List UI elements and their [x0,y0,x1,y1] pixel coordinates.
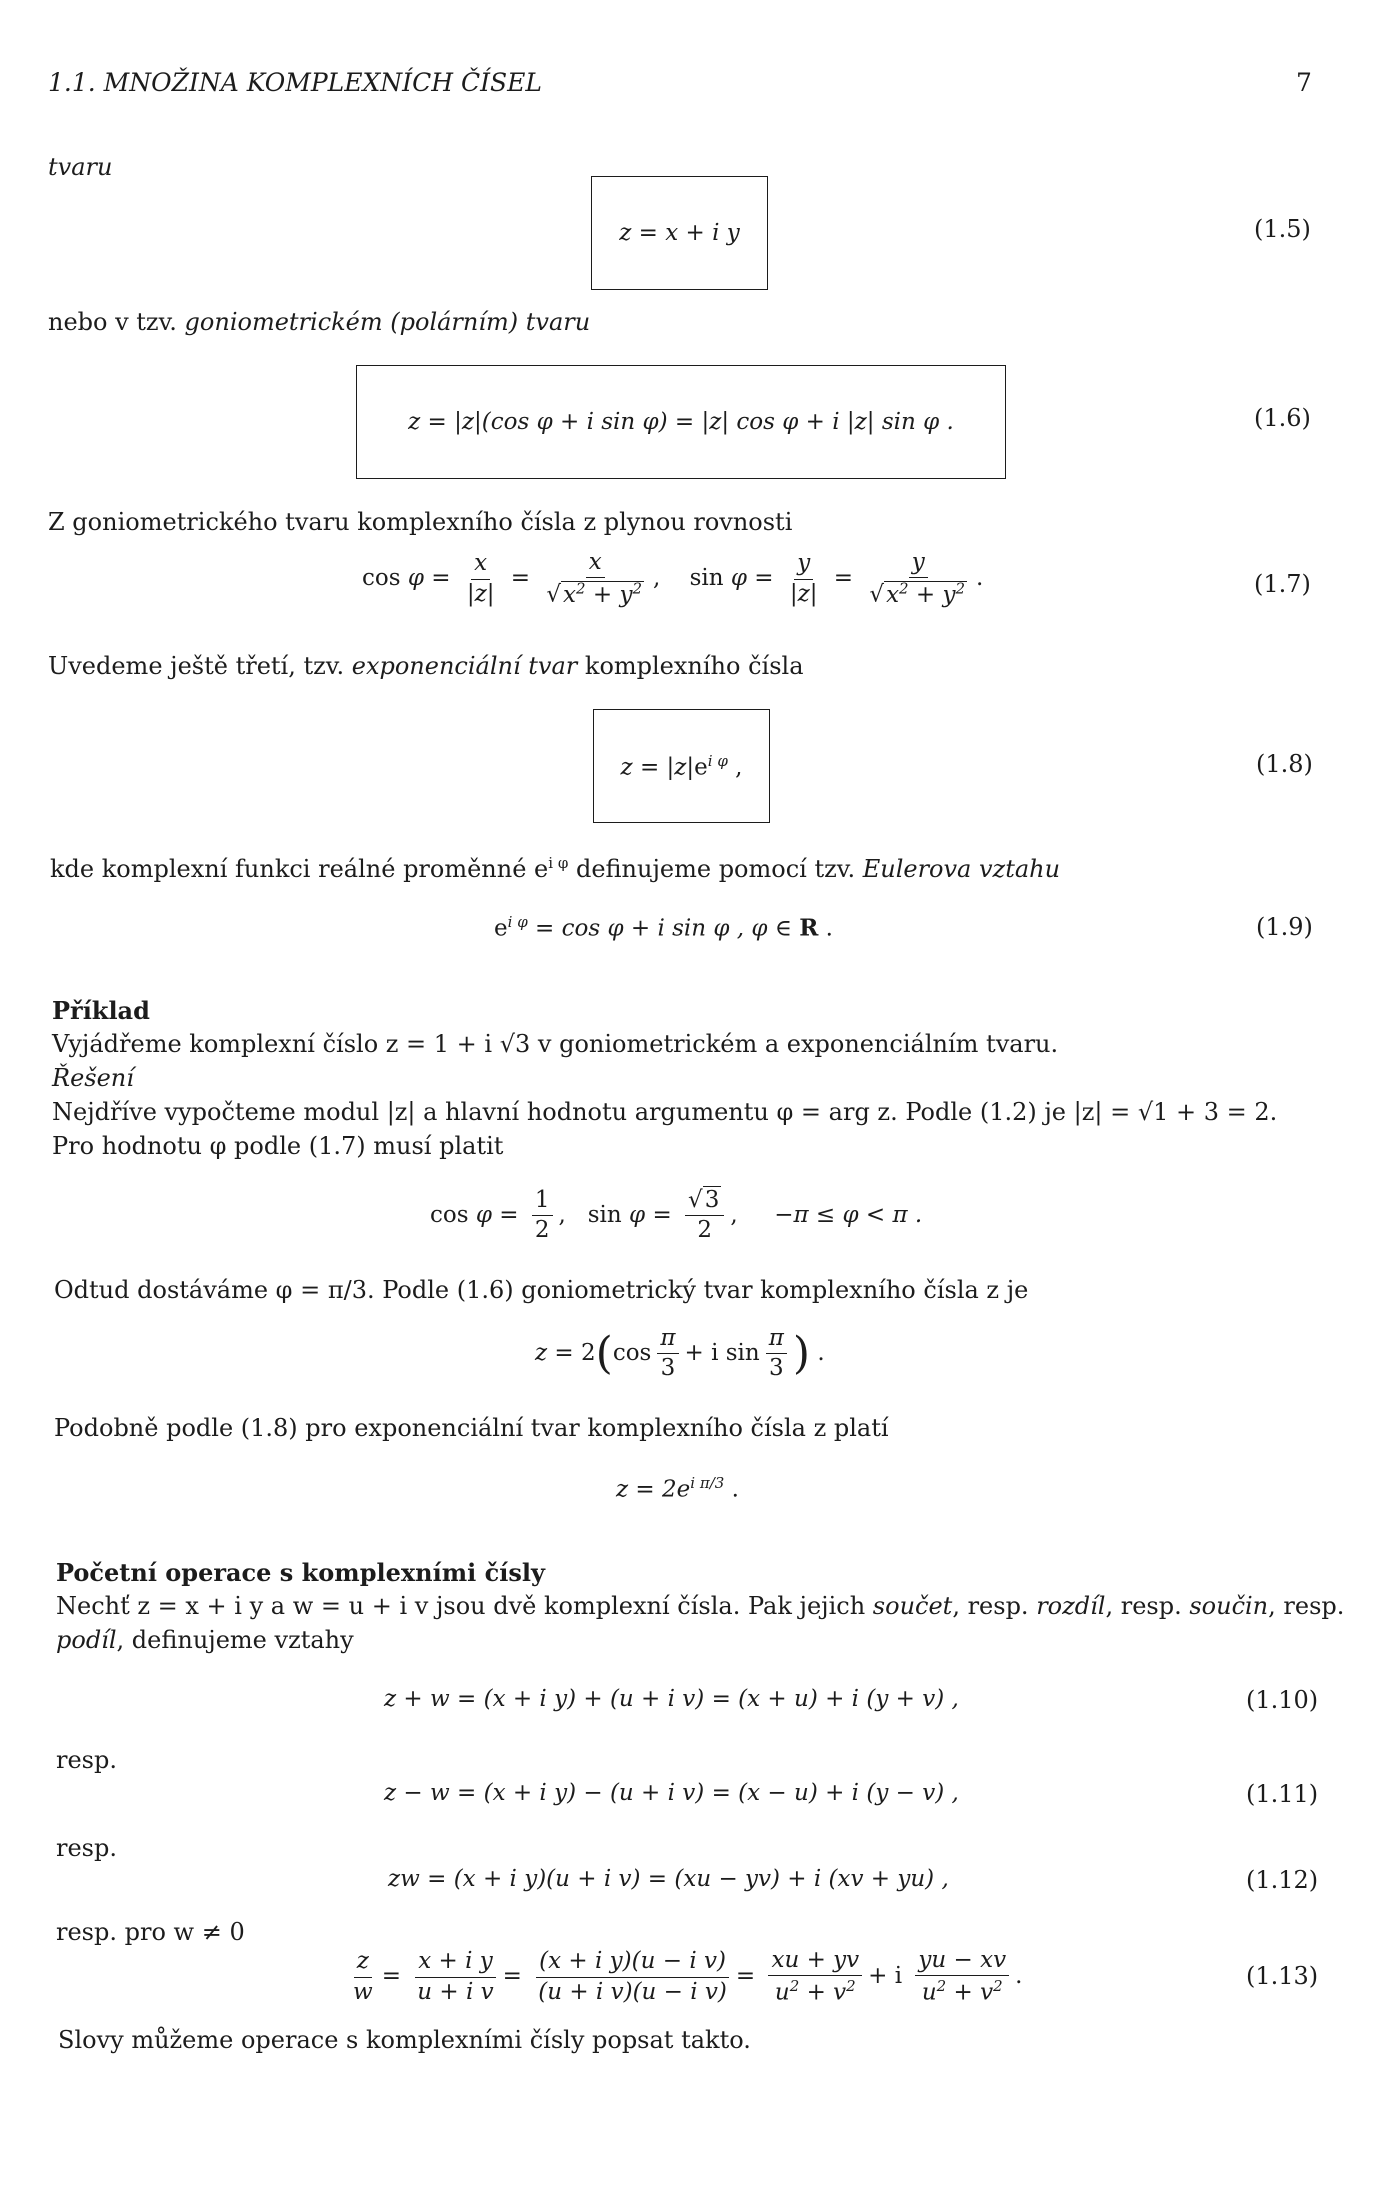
equation-number-1-8: (1.8) [1256,750,1313,778]
text-resp-a: resp. [56,1746,117,1774]
text-reseni: Řešení [52,1064,134,1092]
equation-example-cos-sin: cos φ = $\frac{1}{2}$ , sin φ = $\frac{√3}{2}$ , −π ≤ φ < π . [430,1187,923,1244]
text-priklad: Vyjádřeme komplexní číslo z = 1 + i √3 v goniometrickém a exponenciálním tvaru. [52,1030,1059,1058]
equation-1-7: cos φ = $\frac{x}{|z|}$ = $\frac{x}{√x^2 + y^2}$ , sin φ = $\frac{y}{|z|}$ = $\frac{y}{√x^2 + y^2}$ . [362,549,984,608]
equation-1-6-box [356,365,1006,479]
text-resp-c: resp. pro w ≠ 0 [56,1918,245,1946]
equation-1-10: z + w = (x + i y) + (u + i v) = (x + u) + i (y + v) , [384,1686,959,1712]
equation-number-1-5: (1.5) [1254,215,1311,243]
equation-1-13: $\frac{z}{w}$ = $\frac{\text{x + i y}}{\text{u + i v}}$ = $\frac{\text{(x + i y)(u − i v)}}{\text{(u + i v)(u − i v)}}$ = $\frac{xu + yv}{u^2 + v^2}$ + i $\frac{yu - xv}{u^2 + v^2}$ . [353,1947,1023,2006]
equation-1-9: $e^{i \varphi} = \cos \varphi + i$ sin φ , φ ∈ R . [494,913,833,942]
equation-number-1-10: (1.10) [1246,1686,1319,1714]
equation-1-8-box [593,709,770,823]
text-necht-line2: podíl, definujeme vztahy [56,1626,354,1654]
text-slovy: Slovy můžeme operace s komplexními čísly popsat takto. [58,2026,751,2054]
equation-number-1-13: (1.13) [1246,1962,1319,1990]
equation-example-gonio: z = 2(cos $\frac{\pi}{3}$ + i sin $\frac{\pi}{3}$ ) . [535,1325,825,1382]
running-header: 1.1. MNOŽINA KOMPLEXNÍCH ČÍSEL [48,68,542,97]
text-uvedeme: Uvedeme ještě třetí, tzv. exponenciální tvar komplexního čísla [48,652,804,680]
equation-number-1-9: (1.9) [1256,913,1313,941]
text-tvaru: tvaru [48,153,113,181]
equation-number-1-7: (1.7) [1254,570,1311,598]
equation-1-5: z = x + i y [619,220,740,246]
text-z-gonio: Z goniometrického tvaru komplexního čísla z plynou rovnosti [48,508,793,536]
text-necht-line1: Nechť z = x + i y a w = u + i v jsou dvě komplexní čísla. Pak jejich součet, resp. rozdíl, resp. součin, resp. [56,1592,1345,1620]
heading-priklad: Příklad [52,996,150,1025]
equation-number-1-12: (1.12) [1246,1866,1319,1894]
text-kde: kde komplexní funkci reálné proměnné $e^{i \varphi}$ definujeme pomocí tzv. Eulerova vztahu [50,854,1061,883]
equation-1-8: $z = |z|e^{i \varphi}$ , [620,751,743,781]
text-nejdrive: Nejdříve vypočteme modul |z| a hlavní hodnotu argumentu φ = arg z. Podle (1.2) je |z| = √1 + 3 = 2. [52,1098,1278,1126]
text-podobne: Podobně podle (1.8) pro exponenciální tvar komplexního čísla z platí [54,1414,889,1442]
equation-number-1-11: (1.11) [1246,1780,1319,1808]
equation-example-exp: $z = 2e^{i \pi/3}$ . [616,1474,739,1503]
text-nebo: nebo v tzv. goniometrickém (polárním) tvaru [48,308,591,336]
equation-1-11: z − w = (x + i y) − (u + i v) = (x − u) + i (y − v) , [384,1780,959,1806]
equation-1-6: z = |z|(cos φ + i sin φ) = |z| cos φ + i |z| sin φ . [408,409,954,435]
equation-1-5-box [591,176,768,290]
text-pro-hodnotu: Pro hodnotu φ podle (1.7) musí platit [52,1132,504,1160]
text-resp-b: resp. [56,1834,117,1862]
heading-operace: Početní operace s komplexními čísly [56,1558,545,1587]
page-number: 7 [1296,68,1312,97]
text-odtud: Odtud dostáváme φ = π/3. Podle (1.6) goniometrický tvar komplexního čísla z je [54,1276,1029,1304]
equation-1-12: zw = (x + i y)(u + i v) = (xu − yv) + i (xv + yu) , [388,1866,949,1892]
equation-number-1-6: (1.6) [1254,404,1311,432]
